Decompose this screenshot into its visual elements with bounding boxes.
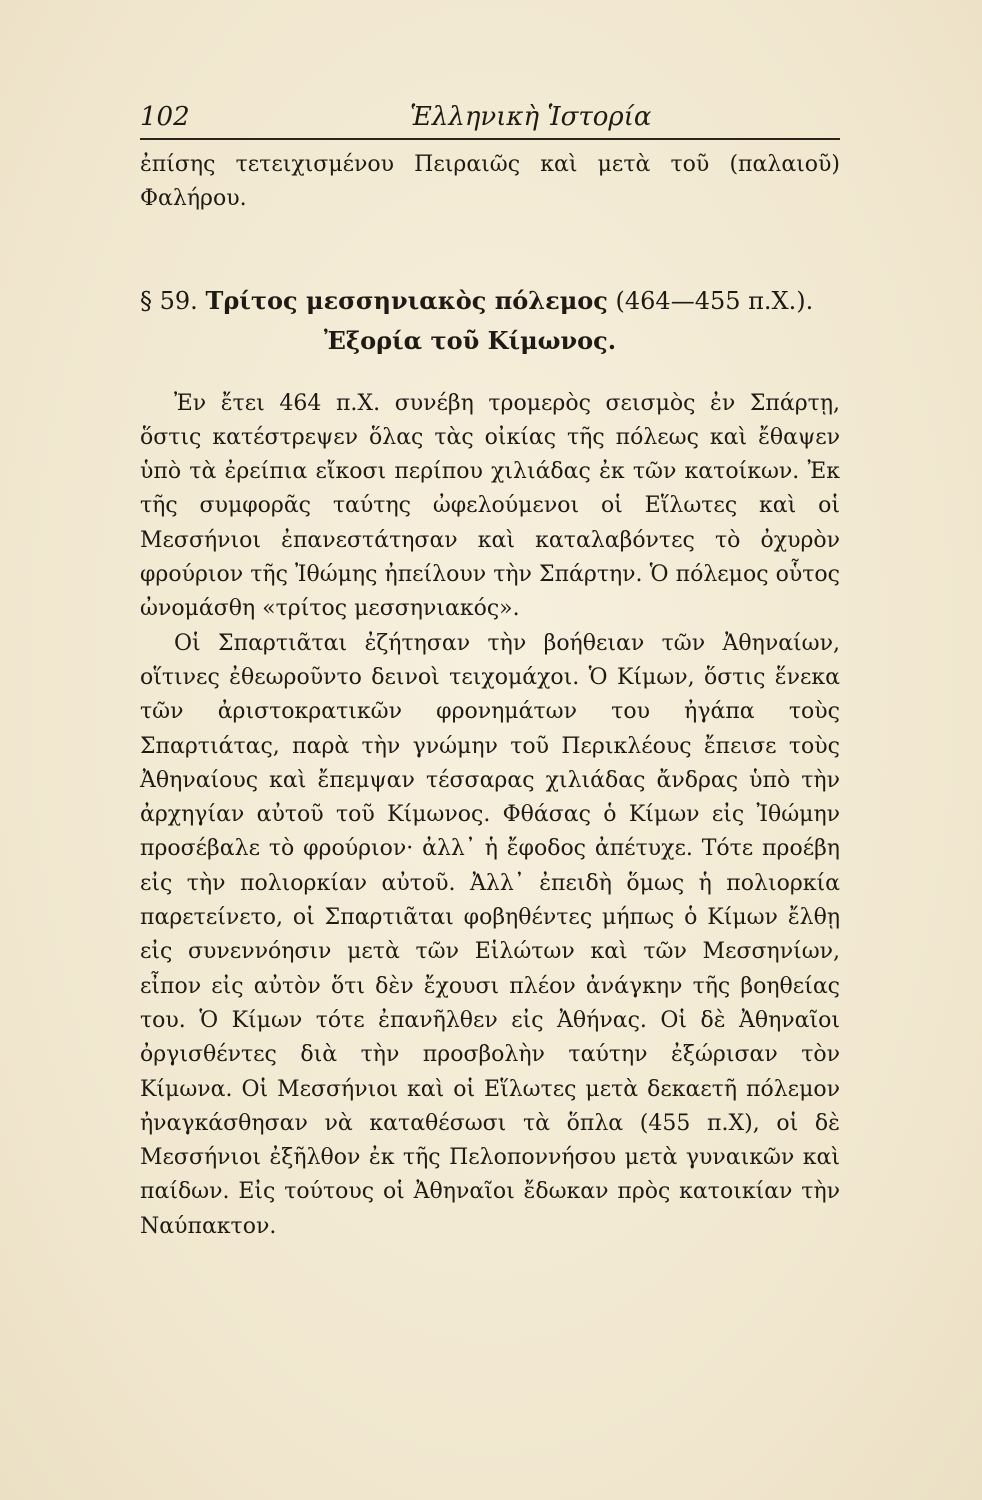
intro-paragraph: ἐπίσης τετειχισμένου Πειραιῶς καὶ μετὰ τοῦ (παλαιοῦ) Φαλήρου.: [140, 152, 840, 212]
page-number: 102: [140, 102, 190, 132]
page-header: [140, 96, 840, 140]
section-subtitle: Ἐξορία τοῦ Κίμωνος.: [323, 325, 617, 355]
section-heading: [140, 281, 840, 361]
header-rule: [140, 138, 840, 140]
paragraph-kimon: Οἱ Σπαρτιᾶται ἐζήτησαν τὴν βοήθειαν τῶν Ἀθηναίων, οἵτινες ἐθεωροῦντο δεινοὶ τειχομάχοι. Ὁ Κίμων, ὅστις ἕνεκα τῶν ἀριστοκρατικῶν φρονημάτων του ἠγάπα τοὺς Σπαρτιάτας, παρὰ τὴν γνώμην τοῦ Περικλέους ἔπεισε τοὺς Ἀθηναίους καὶ ἔπεμψαν τέσσαρας χιλιάδας ἄνδρας ὑπὸ τὴν ἀρχηγίαν αὐτοῦ τοῦ Κίμωνος. Φθάσας ὁ Κίμων εἰς Ἰθώμην προσέβαλε τὸ φρούριον· ἀλλ᾽ ἡ ἔφοδος ἀπέτυχε. Τότε προέβη εἰς τὴν πολιορκίαν αὐτοῦ. Ἀλλ᾽ ἐπειδὴ ὅμως ἡ πολιορκία παρετείνετο, οἱ Σπαρτιᾶται φοβηθέντες μήπως ὁ Κίμων ἔλθῃ εἰς συνεννόησιν μετὰ τῶν Εἱλώτων καὶ τῶν Μεσσηνίων, εἶπον εἰς αὐτὸν ὅτι δὲν ἔχουσι πλέον ἀνάγκην τῆς βοηθείας του. Ὁ Κίμων τότε ἐπανῆλθεν εἰς Ἀθήνας. Οἱ δὲ Ἀθηναῖοι ὀργισθέντες διὰ τὴν προσβολὴν ταύτην ἐξώρισαν τὸν Κίμωνα. Οἱ Μεσσήνιοι καὶ οἱ Εἵλωτες μετὰ δεκαετῆ πόλεμον ἠναγκάσθησαν νὰ καταθέσωσι τὰ ὅπλα (455 π.Χ), οἱ δὲ Μεσσήνιοι ἐξῆλθον ἐκ τῆς Πελοποννήσου μετὰ γυναικῶν καὶ παίδων. Εἰς τούτους οἱ Ἀθηναῖοι ἔδωκαν πρὸς κατοικίαν τὴν Ναύπακτον.: [140, 630, 840, 1239]
section-dates: (464—455 π.Χ.).: [615, 286, 814, 315]
paragraph-earthquake: Ἐν ἔτει 464 π.Χ. συνέβη τρομερὸς σεισμὸς ἐν Σπάρτῃ, ὅστις κατέστρεψεν ὅλας τὰς οἰκίας τῆς πόλεως καὶ ἔθαψεν ὑπὸ τὰ ἐρείπια εἴκοσι περίπου χιλιάδας ἐκ τῶν κατοίκων. Ἐκ τῆς συμφορᾶς ταύτης ὠφελούμενοι οἱ Εἵλωτες καὶ οἱ Μεσσήνιοι ἐπανεστάτησαν καὶ καταλαβόντες τὸ ὀχυρὸν φρούριον τῆς Ἰθώμης ἠπείλουν τὴν Σπάρτην. Ὁ πόλεμος οὗτος ὠνομάσθη «τρίτος μεσσηνιακός».: [140, 390, 840, 622]
section-title: Τρίτος μεσσηνιακὸς πόλεμος: [205, 285, 608, 315]
section-symbol: §: [140, 286, 152, 315]
running-title: Ἑλληνικὴ Ἱστορία: [410, 102, 652, 132]
body-text: [140, 148, 840, 1244]
section-number: 59.: [159, 286, 198, 315]
section-heading-line: [140, 281, 840, 321]
